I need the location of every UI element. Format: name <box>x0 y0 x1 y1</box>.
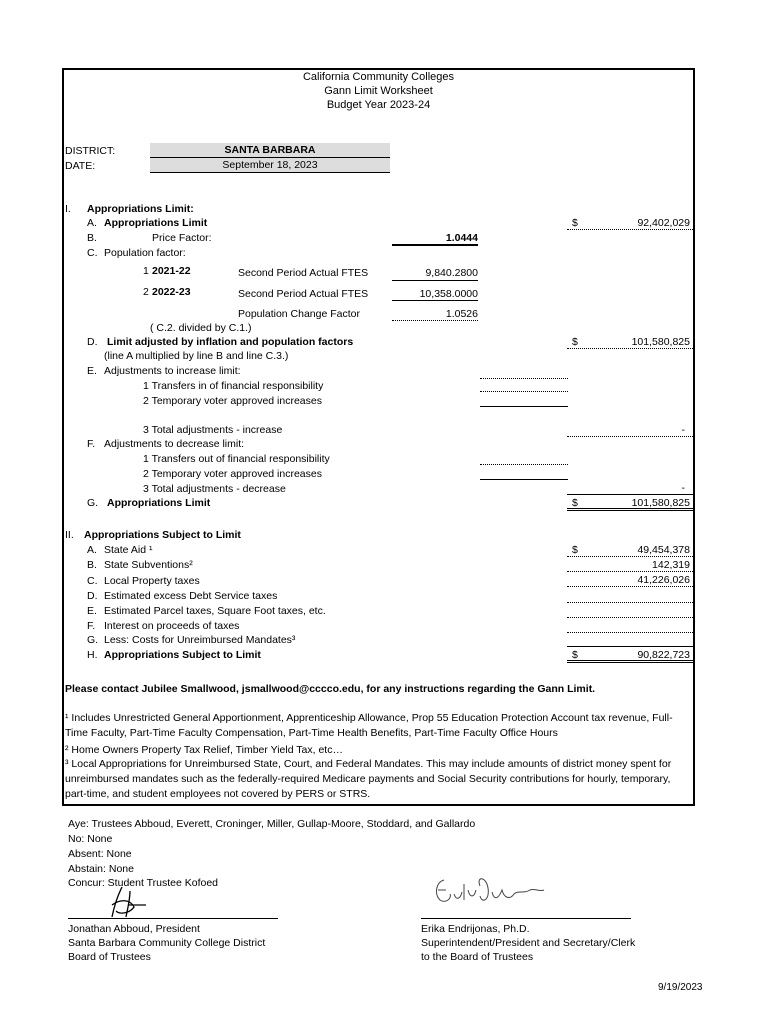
row-1e-top-line <box>480 378 568 379</box>
pop-row1-underline <box>392 280 478 281</box>
district-value: SANTA BARBARA <box>150 143 390 158</box>
row-1f-item3: 3 Total adjustments - decrease <box>143 483 286 495</box>
row-1e-item2: 2 Temporary voter approved increases <box>143 395 322 407</box>
pop-row1-num: 1 <box>143 265 149 277</box>
row-1b-label: Price Factor: <box>152 232 212 244</box>
superintendent-name: Erika Endrijonas, Ph.D. <box>421 923 530 935</box>
pop-change-underline <box>392 320 478 321</box>
row-1f-item2: 2 Temporary voter approved increases <box>143 468 322 480</box>
row-1g-amount: 101,580,825 <box>631 497 690 509</box>
row-underline <box>567 556 693 557</box>
row-1c-letter: C. <box>87 247 98 259</box>
row-1f-item3-value: - <box>681 482 685 494</box>
pop-row1-label: Second Period Actual FTES <box>238 267 369 279</box>
vote-absent: Absent: None <box>68 848 132 860</box>
pop-change-value: 1.0526 <box>445 308 478 320</box>
row-1e-item1-line <box>480 391 568 392</box>
president-board: Board of Trustees <box>68 951 151 963</box>
row-1f-item1: 1 Transfers out of financial responsibility <box>143 453 330 465</box>
row-amount: 49,454,378 <box>637 544 690 556</box>
price-factor-value: 1.0444 <box>445 232 478 244</box>
pop-row2-num: 2 <box>143 286 149 298</box>
row-1e-item3-value: - <box>681 424 685 436</box>
row-1d-letter: D. <box>87 336 98 348</box>
footnote-2: ² Home Owners Property Tax Relief, Timber Yield Tax, etc… <box>65 744 343 756</box>
section2-number: II. <box>65 529 74 541</box>
row-label: Estimated Parcel taxes, Square Foot taxes, etc. <box>104 605 326 617</box>
superintendent-title: Superintendent/President and Secretary/Clerk <box>421 937 636 949</box>
vote-abstain: Abstain: None <box>68 863 134 875</box>
row-1e-item3-line <box>567 436 693 437</box>
row-1d-amount: 101,580,825 <box>631 336 690 348</box>
pop-row2-year: 2022-23 <box>152 286 191 298</box>
row-1f-item1-line <box>480 464 568 465</box>
row-letter: C. <box>87 575 98 587</box>
row-2h-amount: 90,822,723 <box>637 649 690 661</box>
president-signature-line <box>68 918 278 919</box>
president-name: Jonathan Abboud, President <box>68 923 200 935</box>
date-value: September 18, 2023 <box>150 158 390 173</box>
section1-number: I. <box>65 203 71 215</box>
row-1g-dollar: $ <box>572 497 578 509</box>
date-label: DATE: <box>65 160 96 172</box>
pop-change-label: Population Change Factor <box>238 308 360 320</box>
footer-date: 9/19/2023 <box>658 982 703 993</box>
header-subtitle: Gann Limit Worksheet <box>324 85 433 97</box>
row-2h-label: Appropriations Subject to Limit <box>104 649 261 661</box>
row-1e-label: Adjustments to increase limit: <box>104 365 241 377</box>
row-letter: F. <box>87 620 96 632</box>
row-label: State Aid ¹ <box>104 544 153 556</box>
vote-no: No: None <box>68 833 113 845</box>
row-1e-item3: 3 Total adjustments - increase <box>143 424 283 436</box>
row-1d-sub: (line A multiplied by line B and line C.3.) <box>104 350 289 362</box>
row-1a-label: Appropriations Limit <box>104 217 208 229</box>
vote-aye: Aye: Trustees Abboud, Everett, Croninger, Miller, Gullap-Moore, Stoddard, and Gallardo <box>68 818 476 830</box>
section2-title: Appropriations Subject to Limit <box>84 529 241 541</box>
row-amount: 142,319 <box>652 559 690 571</box>
row-underline <box>567 617 693 618</box>
row-label: Interest on proceeds of taxes <box>104 620 240 632</box>
footnote-1: ¹ Includes Unrestricted General Apportionment, Apprenticeship Allowance, Prop 55 Education Protection Account tax revenue, Full-Time Faculty, Part-Time Faculty Compensation, Part-Time Health Benefits, Part-Time Faculty Office Hours <box>65 712 673 739</box>
vote-concur: Concur: Student Trustee Kofoed <box>68 877 219 889</box>
superintendent-signature <box>430 872 550 912</box>
row-amount: 41,226,026 <box>637 574 690 586</box>
row-letter: E. <box>87 605 97 617</box>
worksheet-frame <box>62 68 695 806</box>
row-2h-double-underline <box>567 660 693 663</box>
row-1a-dollar: $ <box>572 217 578 229</box>
row-label: Local Property taxes <box>104 575 200 587</box>
section1-title: Appropriations Limit: <box>87 203 194 215</box>
row-label: State Subventions² <box>104 559 193 571</box>
row-1d-dollar: $ <box>572 336 578 348</box>
row-1g-double-underline <box>567 508 693 511</box>
row-1e-item1: 1 Transfers in of financial responsibility <box>143 380 324 392</box>
row-1b-letter: B. <box>87 232 97 244</box>
pop-change-note: ( C.2. divided by C.1.) <box>150 322 252 334</box>
row-2h-dollar: $ <box>572 649 578 661</box>
superintendent-board: to the Board of Trustees <box>421 951 534 963</box>
pop-row2-value: 10,358.0000 <box>419 288 478 300</box>
footnote-3: ³ Local Appropriations for Unreimbursed State, Court, and Federal Mandates. This may include amounts of district money spent for unreimbursed mandates such as the federally-required Medicare payments and Social Security contributions for hourly, temporary, part-time, and student employees not covered by PERS or STRS. <box>65 758 672 800</box>
row-letter: A. <box>87 544 97 556</box>
price-factor-underline <box>392 244 478 246</box>
pop-row1-year: 2021-22 <box>152 265 191 277</box>
president-org: Santa Barbara Community College District <box>68 937 266 949</box>
row-1g-label: Appropriations Limit <box>107 497 211 509</box>
row-1g-letter: G. <box>87 497 99 509</box>
row-underline <box>567 586 693 587</box>
row-1e-item2-line <box>480 406 568 407</box>
row-letter: G. <box>87 634 99 646</box>
row-1c-label: Population factor: <box>104 247 186 259</box>
row-label: Estimated excess Debt Service taxes <box>104 590 278 602</box>
row-1f-item2-line <box>480 479 568 480</box>
pop-row2-label: Second Period Actual FTES <box>238 288 369 300</box>
row-label: Less: Costs for Unreimbursed Mandates³ <box>104 634 296 646</box>
superintendent-signature-line <box>421 918 631 919</box>
president-signature <box>100 885 160 920</box>
row-1d-label: Limit adjusted by inflation and population factors <box>107 336 354 348</box>
pop-row2-underline <box>392 300 478 301</box>
row-1f-label: Adjustments to decrease limit: <box>104 438 245 450</box>
pop-row1-value: 9,840.2800 <box>425 267 478 279</box>
row-2h-letter: H. <box>87 649 98 661</box>
row-letter: D. <box>87 590 98 602</box>
row-dollar: $ <box>572 544 578 556</box>
row-1a-underline <box>567 229 693 230</box>
row-underline <box>567 571 693 572</box>
row-underline <box>567 646 693 647</box>
row-1a-letter: A. <box>87 217 97 229</box>
row-1e-letter: E. <box>87 365 97 377</box>
row-1d-underline <box>567 348 693 349</box>
district-label: DISTRICT: <box>65 145 116 157</box>
row-underline <box>567 602 693 603</box>
row-1f-letter: F. <box>87 438 96 450</box>
row-letter: B. <box>87 559 97 571</box>
row-1a-amount: 92,402,029 <box>637 217 690 229</box>
row-underline <box>567 632 693 633</box>
row-1f-item3-line <box>567 494 693 495</box>
contact-notice: Please contact Jubilee Smallwood, jsmallwood@cccco.edu, for any instructions regarding the Gann Limit. <box>65 683 596 695</box>
header-budget-year: Budget Year 2023-24 <box>326 99 431 111</box>
header-title: California Community Colleges <box>302 71 454 83</box>
